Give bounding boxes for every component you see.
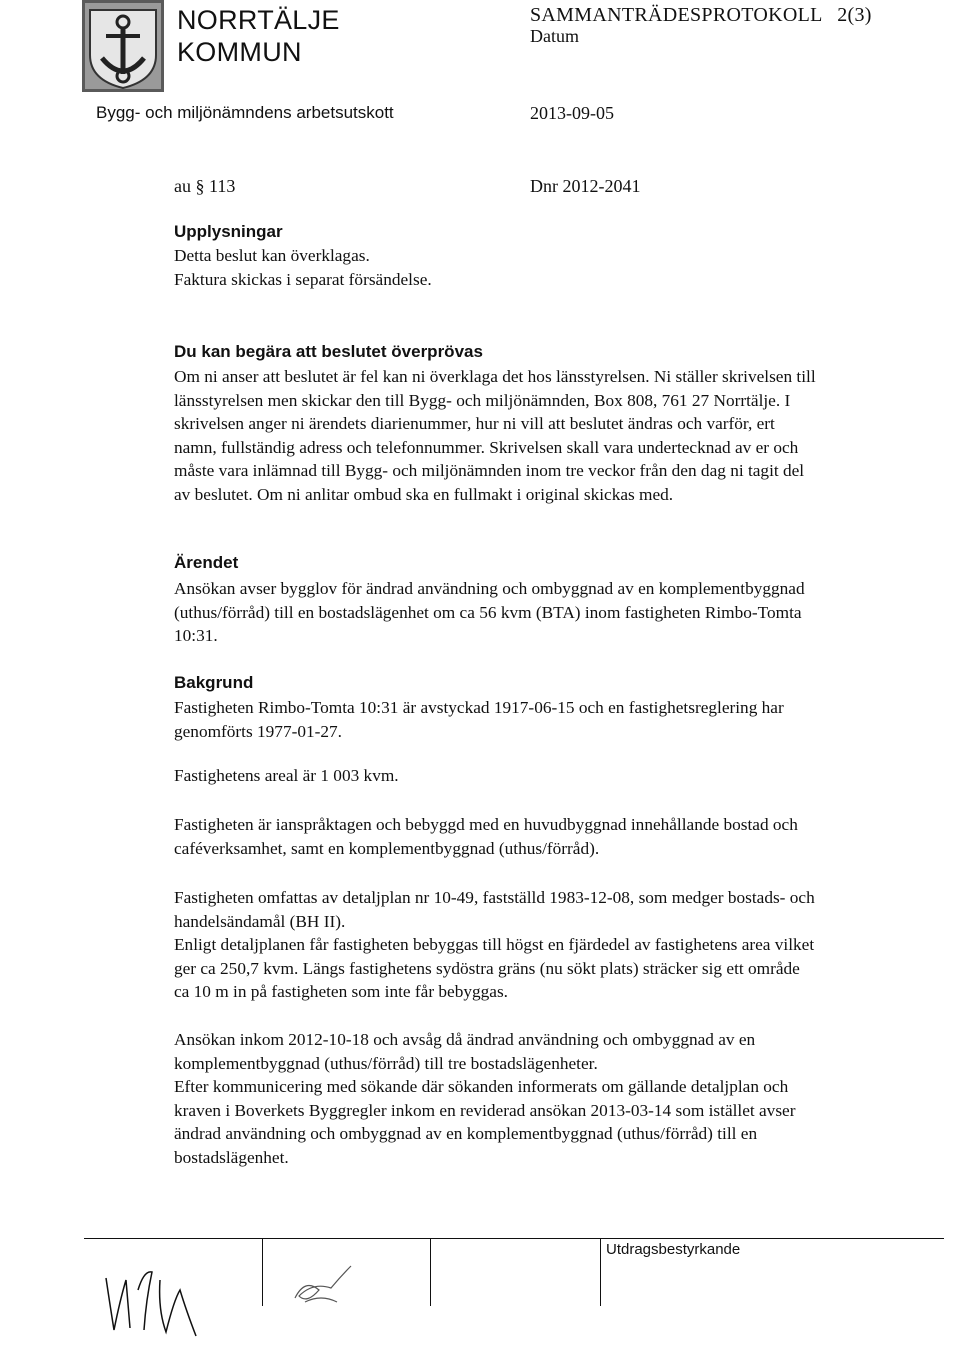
text-line: (uthus/förråd) till en bostadslägenhet om ca 56 kvm (BTA) inom fastigheten Rimbo-Tomta (174, 602, 802, 622)
text-line: länsstyrelsen men skickar den till Bygg- och miljönämnden, Box 808, 761 27 Norrtälje. I (174, 390, 791, 410)
text-line: Fastigheten omfattas av detaljplan nr 10-49, fastställd 1983-12-08, som medger bostads- och (174, 888, 815, 907)
org-line-2: KOMMUN (177, 37, 302, 67)
text-line: ca 10 m in på fastigheten som inte får bebyggas. (174, 982, 509, 1001)
heading-bakgrund: Bakgrund (174, 673, 254, 692)
organization-name (177, 4, 340, 68)
date-label: Datum (530, 26, 579, 46)
bakgrund-paragraph-5 (174, 1028, 944, 1169)
text-line: måste vara inlämnad till Bygg- och miljönämnden inom tre veckor från den dag ni tagit del (174, 461, 805, 480)
text-line: Fastigheten är ianspråktagen och bebyggd med en huvudbyggnad innehållande bostad och (174, 815, 798, 834)
paragraph-number: au § 113 (174, 176, 236, 196)
text-line: handelsändamål (BH II). (174, 911, 346, 931)
text-line: Ansökan inkom 2012-10-18 och avsåg då ändrad användning och ombyggnad av en (174, 1030, 756, 1049)
text-line: Fastigheten Rimbo-Tomta 10:31 är avstyckad 1917-06-15 och en fastighetsreglering har (174, 698, 784, 717)
meeting-date: 2013-09-05 (530, 103, 614, 123)
text-line: ger ca 250,7 kvm. Längs fastighetens sydöstra gräns (nu sökt plats) sträcker sig ett område (174, 958, 800, 978)
text-line: caféverksamhet, samt en komplementbyggnad (uthus/förråd). (174, 838, 600, 858)
document-title (530, 4, 872, 26)
page-number: 2(3) (837, 4, 872, 26)
text-line: Faktura skickas i separat försändelse. (174, 269, 432, 289)
overprovas-text (174, 365, 944, 506)
text-line: Om ni anser att beslutet är fel kan ni överklaga det hos länsstyrelsen. Ni ställer skrivelsen till (174, 367, 816, 386)
upplysningar-text (174, 244, 944, 291)
arendet-text (174, 577, 944, 648)
diarienummer: Dnr 2012-2041 (530, 176, 641, 196)
text-line: Ansökan avser bygglov för ändrad användning och ombyggnad av en komplementbyggnad (174, 579, 805, 598)
footer-rule (84, 1238, 944, 1239)
signature-initials-1 (100, 1250, 230, 1340)
bakgrund-paragraph-3 (174, 813, 944, 860)
text-line: Detta beslut kan överklagas. (174, 246, 370, 265)
heading-arendet: Ärendet (174, 553, 239, 572)
bakgrund-paragraph-1 (174, 696, 944, 743)
extract-certification-label: Utdragsbestyrkande (606, 1241, 741, 1258)
text-line: ändrad användning och ombyggnad av en komplementbyggnad (uthus/förråd) till en (174, 1124, 758, 1143)
text-line: kraven i Boverkets Byggregler inkom en reviderad ansökan 2013-03-14 som istället avser (174, 1100, 796, 1120)
signature-divider (600, 1238, 601, 1306)
committee-name: Bygg- och miljönämndens arbetsutskott (96, 103, 394, 122)
text-line: namn, fullständig adress och telefonnummer. Skrivelsen skall vara undertecknad av er och (174, 437, 799, 457)
signature-divider (430, 1238, 431, 1306)
municipality-logo (82, 0, 164, 92)
text-line: Efter kommunicering med sökande där sökanden informerats om gällande detaljplan och (174, 1077, 789, 1096)
text-line: 10:31. (174, 626, 218, 645)
text-line: skrivelsen anger ni ärendets diarienummer, hur ni vill att beslutet ändras och varför, ert (174, 414, 775, 433)
text-line: av beslutet. Om ni anlitar ombud ska en fullmakt i original skickas med. (174, 484, 674, 504)
bakgrund-paragraph-4 (174, 886, 944, 1004)
document-type: SAMMANTRÄDESPROTOKOLL (530, 4, 822, 26)
text-line: Fastighetens areal är 1 003 kvm. (174, 766, 399, 785)
text-line: Enligt detaljplanen får fastigheten bebyggas till högst en fjärdedel av fastighetens area vilket (174, 935, 815, 954)
text-line: bostadslägenhet. (174, 1147, 289, 1167)
text-line: komplementbyggnad (uthus/förråd) till tre bostadslägenheter. (174, 1053, 598, 1073)
heading-upplysningar: Upplysningar (174, 222, 283, 241)
heading-overprovas: Du kan begära att beslutet överprövas (174, 342, 483, 361)
text-line: genomförts 1977-01-27. (174, 721, 342, 741)
org-line-1: NORRTÄLJE (177, 5, 340, 35)
signature-divider (262, 1238, 263, 1306)
bakgrund-paragraph-2 (174, 764, 944, 788)
signature-initials-2 (285, 1258, 365, 1318)
